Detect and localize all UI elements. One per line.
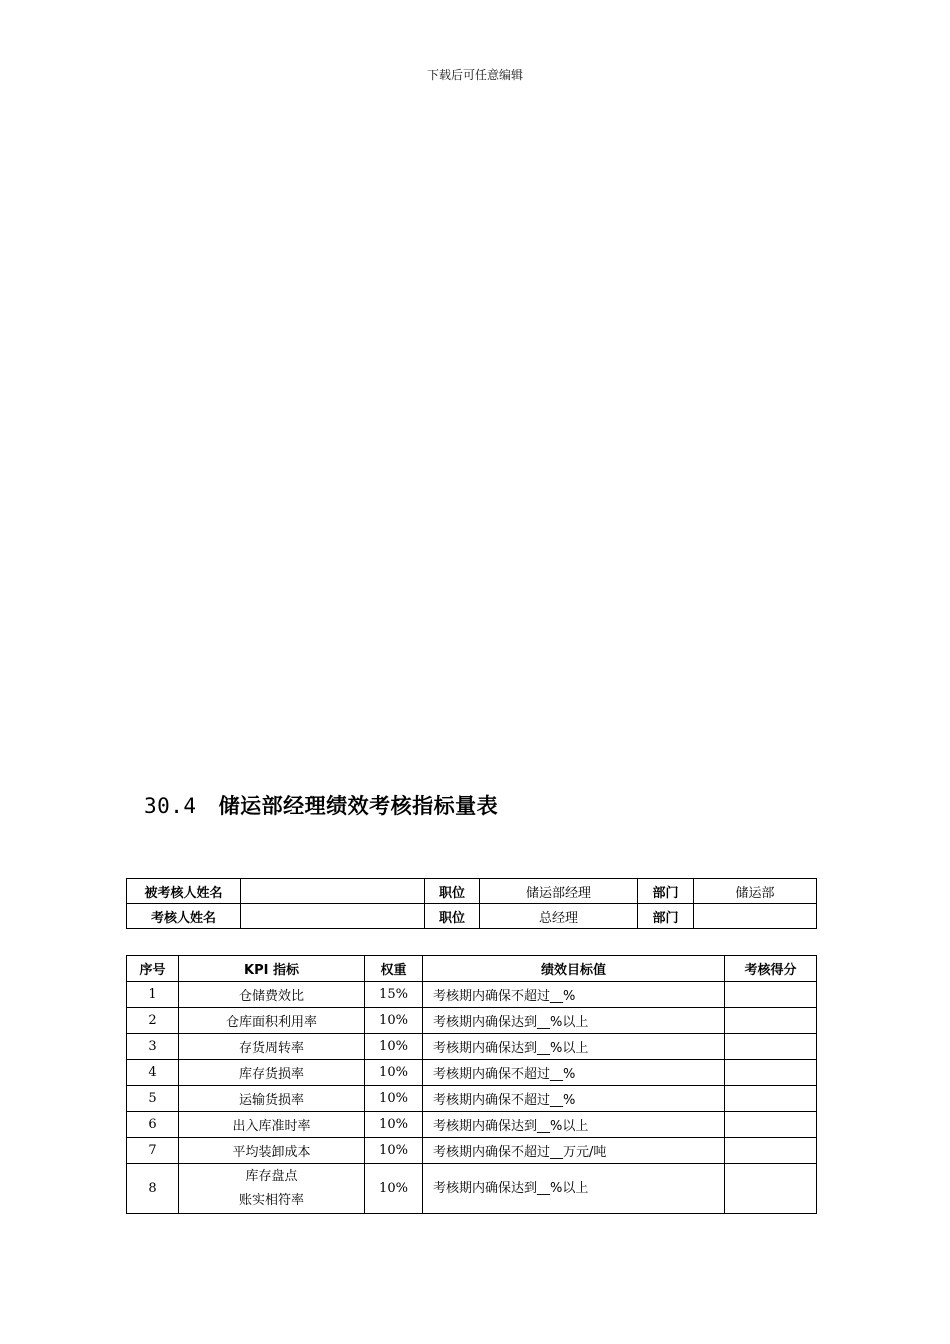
row-kpi: 存货周转率 [179, 1034, 365, 1060]
row-no: 1 [127, 982, 179, 1008]
section-title-text: 储运部经理绩效考核指标量表 [218, 794, 499, 818]
row-score-field[interactable] [725, 1164, 817, 1214]
row-kpi-line1: 库存盘点 [245, 1168, 298, 1184]
assessee-position-value: 储运部经理 [480, 879, 638, 904]
row-kpi: 仓库面积利用率 [179, 1008, 365, 1034]
assessee-dept-value: 储运部 [694, 879, 817, 904]
row-target: 考核期内确保达到__%以上 [423, 1034, 725, 1060]
assessor-dept-field[interactable] [694, 904, 817, 929]
header-kpi: KPI 指标 [179, 956, 365, 982]
row-weight: 10% [365, 1034, 423, 1060]
table-row [127, 1112, 817, 1138]
row-score-field[interactable] [725, 1008, 817, 1034]
assessee-name-field[interactable] [241, 879, 425, 904]
table-row [127, 1086, 817, 1112]
header-no: 序号 [127, 956, 179, 982]
row-score-field[interactable] [725, 1034, 817, 1060]
table-row [127, 982, 817, 1008]
kpi-header-row [127, 956, 817, 982]
row-score-field[interactable] [725, 1112, 817, 1138]
table-row [127, 1138, 817, 1164]
table-row [127, 1034, 817, 1060]
row-target: 考核期内确保达到__%以上 [423, 1008, 725, 1034]
row-weight: 10% [365, 1060, 423, 1086]
row-no: 6 [127, 1112, 179, 1138]
row-weight: 15% [365, 982, 423, 1008]
table-row [127, 1164, 817, 1214]
row-weight: 10% [365, 1138, 423, 1164]
assessor-row [127, 904, 817, 929]
row-weight: 10% [365, 1086, 423, 1112]
assessee-row [127, 879, 817, 904]
row-target: 考核期内确保不超过__万元/吨 [423, 1138, 725, 1164]
row-weight: 10% [365, 1112, 423, 1138]
row-target: 考核期内确保达到__%以上 [423, 1164, 725, 1214]
row-kpi: 平均装卸成本 [179, 1138, 365, 1164]
row-kpi: 库存货损率 [179, 1060, 365, 1086]
row-no: 8 [127, 1164, 179, 1214]
row-target: 考核期内确保不超过__% [423, 982, 725, 1008]
row-no: 5 [127, 1086, 179, 1112]
section-number: 30.4 [144, 794, 197, 818]
table-row [127, 1060, 817, 1086]
assessee-name-label: 被考核人姓名 [127, 879, 241, 904]
assessor-position-value: 总经理 [480, 904, 638, 929]
row-score-field[interactable] [725, 1138, 817, 1164]
row-kpi-line2: 账实相符率 [238, 1192, 304, 1208]
row-target: 考核期内确保不超过__% [423, 1086, 725, 1112]
assessee-dept-label: 部门 [638, 879, 694, 904]
header-note: 下载后可任意编辑 [426, 68, 523, 82]
row-kpi [179, 1164, 365, 1214]
row-weight: 10% [365, 1164, 423, 1214]
row-kpi: 出入库准时率 [179, 1112, 365, 1138]
assessor-position-label: 职位 [425, 904, 480, 929]
row-no: 3 [127, 1034, 179, 1060]
assessor-name-field[interactable] [241, 904, 425, 929]
assessor-dept-label: 部门 [638, 904, 694, 929]
row-weight: 10% [365, 1008, 423, 1034]
row-score-field[interactable] [725, 1060, 817, 1086]
assessor-name-label: 考核人姓名 [127, 904, 241, 929]
row-target: 考核期内确保不超过__% [423, 1060, 725, 1086]
row-no: 4 [127, 1060, 179, 1086]
section-title [144, 790, 498, 820]
assessee-info-table [126, 878, 817, 929]
header-target: 绩效目标值 [423, 956, 725, 982]
kpi-table [126, 955, 817, 1214]
row-no: 2 [127, 1008, 179, 1034]
row-no: 7 [127, 1138, 179, 1164]
assessee-position-label: 职位 [425, 879, 480, 904]
row-kpi: 仓储费效比 [179, 982, 365, 1008]
row-kpi: 运输货损率 [179, 1086, 365, 1112]
row-score-field[interactable] [725, 1086, 817, 1112]
row-score-field[interactable] [725, 982, 817, 1008]
header-score: 考核得分 [725, 956, 817, 982]
header-weight: 权重 [365, 956, 423, 982]
table-row [127, 1008, 817, 1034]
row-target: 考核期内确保达到__%以上 [423, 1112, 725, 1138]
